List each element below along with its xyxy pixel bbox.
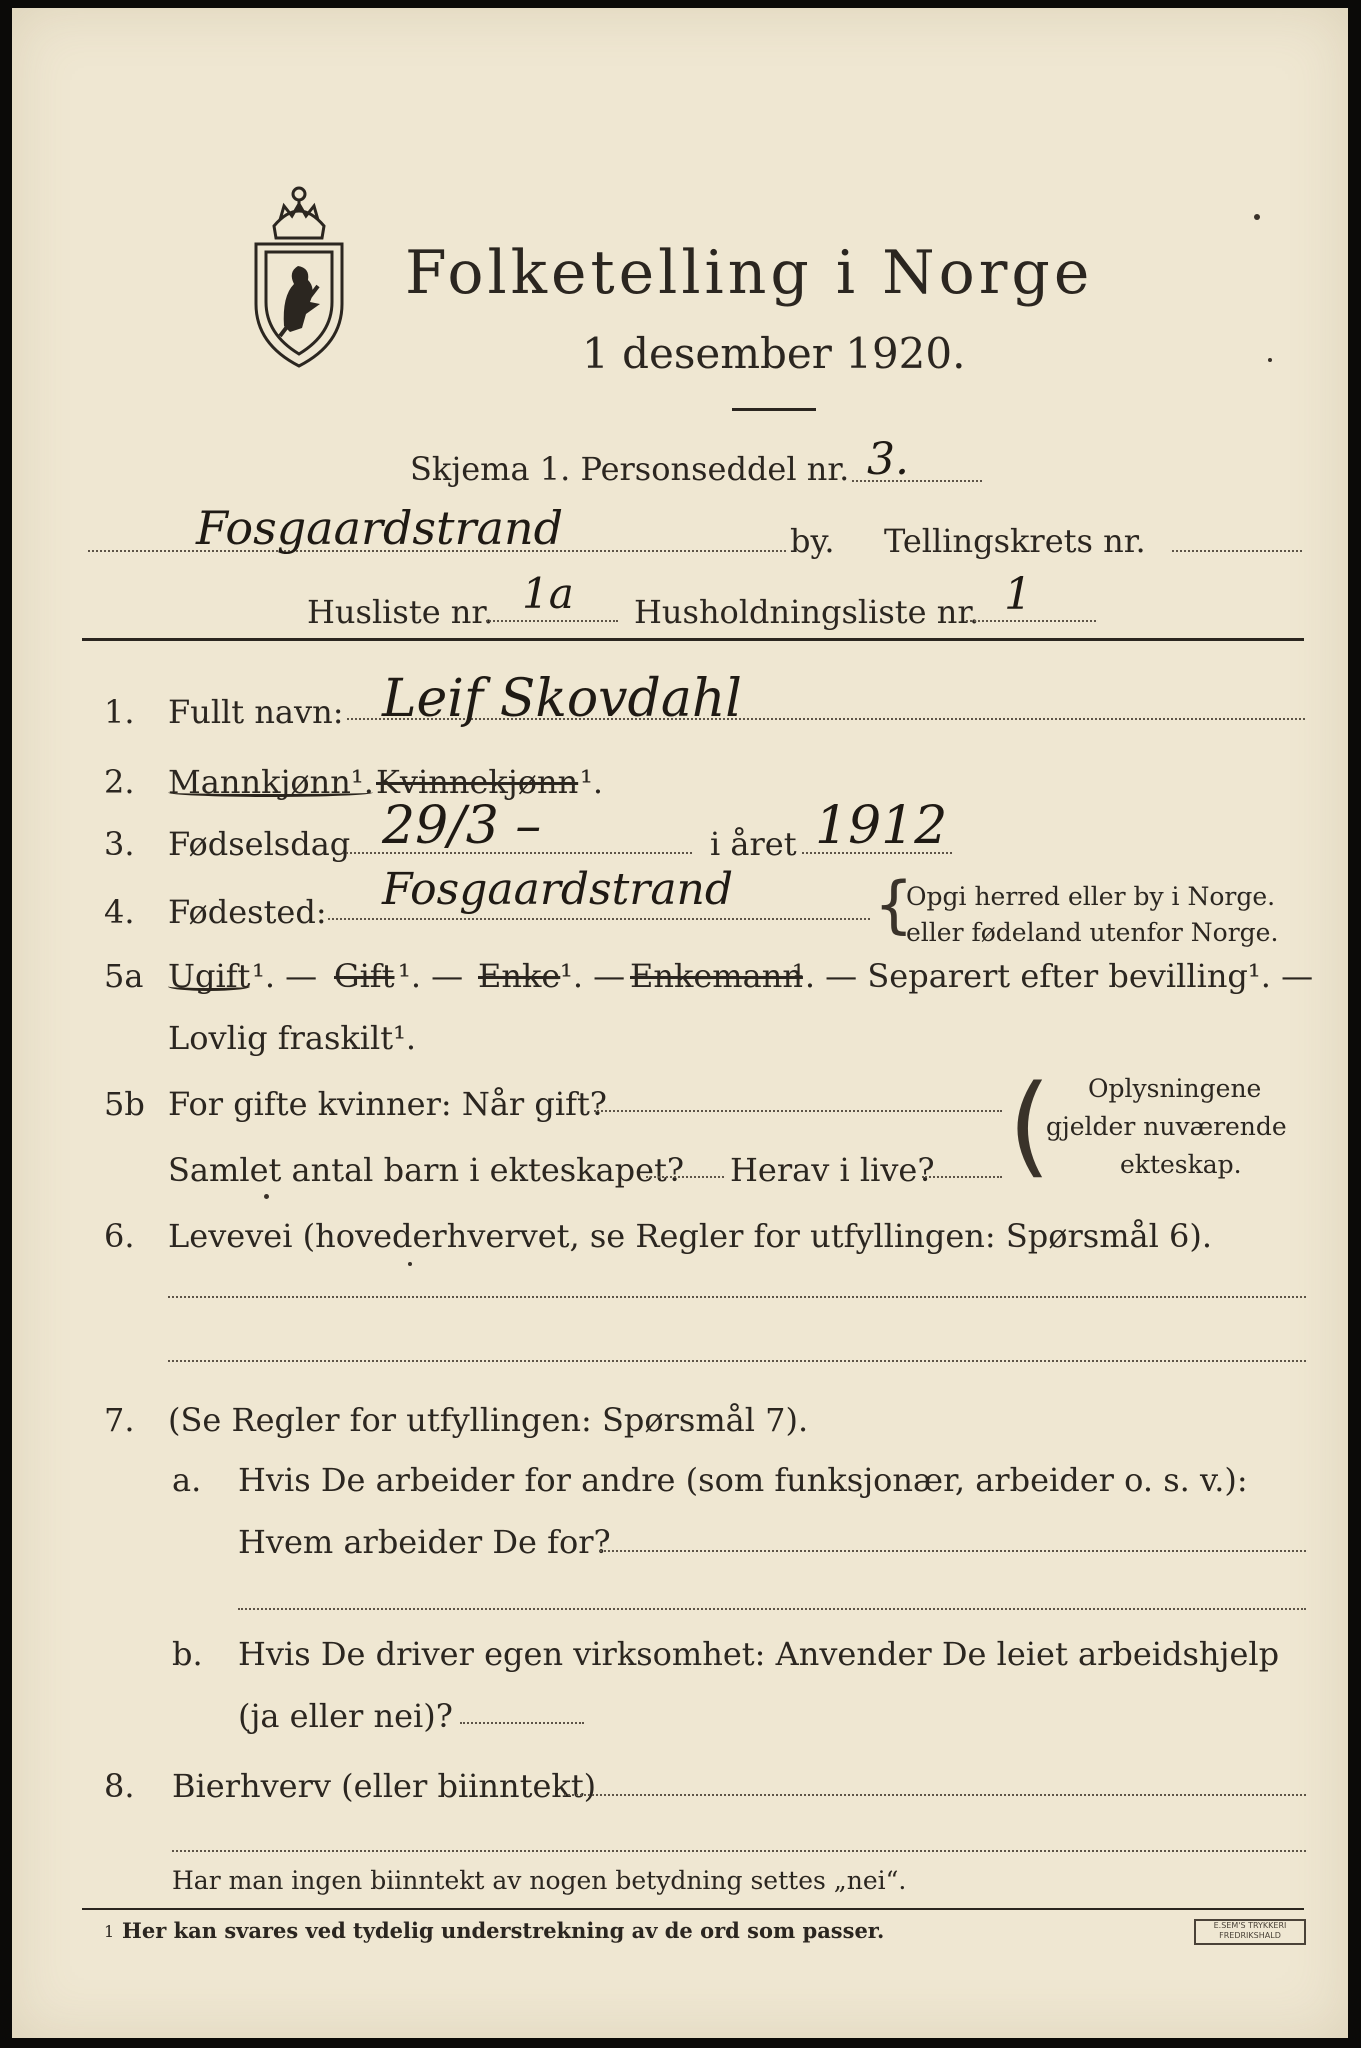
q7b-field[interactable] <box>460 1722 584 1724</box>
husholdning-field[interactable] <box>966 620 1096 622</box>
q2-kvinne: Kvinnekjønn <box>376 763 579 801</box>
q4-field[interactable] <box>328 918 870 920</box>
q5b-line2b: Herav i live? <box>730 1151 935 1189</box>
q8-label: Bierhverv (eller biinntekt) <box>172 1767 597 1805</box>
q5a-sep2: ¹. — <box>398 957 464 995</box>
tellingskrets-label: Tellingskrets nr. <box>884 522 1146 560</box>
q3-label: Fødselsdag <box>168 825 351 863</box>
q7a-field-1[interactable] <box>600 1550 1306 1552</box>
ink-spot <box>1254 214 1260 220</box>
q8-field-2[interactable] <box>172 1850 1306 1852</box>
q2-mann: Mannkjønn¹. <box>168 763 374 801</box>
q7b-letter: b. <box>172 1635 203 1673</box>
q7b-line1: Hvis De driver egen virksomhet: Anvender De leiet arbeidshjelp <box>238 1635 1280 1673</box>
city-value: Fosgaardstrand <box>196 501 564 555</box>
q5a-sep1: ¹. — <box>252 957 318 995</box>
q6-label: Levevei (hovederhvervet, se Regler for utfyllingen: Spørsmål 6). <box>168 1217 1213 1255</box>
form-date: 1 desember 1920. <box>582 329 966 378</box>
q5b-children-field[interactable] <box>646 1176 724 1178</box>
q8-field-1[interactable] <box>564 1794 1306 1796</box>
q4-number: 4. <box>104 893 135 931</box>
q7a-letter: a. <box>172 1461 202 1499</box>
footnote-number: 1 <box>104 1922 115 1941</box>
q7-label: (Se Regler for utfyllingen: Spørsmål 7). <box>168 1401 809 1439</box>
husholdning-value: 1 <box>1004 569 1032 620</box>
q3-year-label: i året <box>710 825 797 863</box>
q5b-number: 5b <box>104 1085 145 1123</box>
q1-number: 1. <box>104 693 135 731</box>
q8-number: 8. <box>104 1767 135 1805</box>
q4-brace: { <box>874 868 914 941</box>
husliste-label: Husliste nr. <box>307 593 494 631</box>
husliste-field[interactable] <box>486 620 618 622</box>
footnote-text: Her kan svares ved tydelig understrekning av de ord som passer. <box>122 1918 885 1943</box>
skjema-label: Skjema 1. Personseddel nr. <box>410 450 850 488</box>
footer-rule <box>82 1908 1304 1910</box>
q5b-married-field[interactable] <box>594 1110 1002 1112</box>
q5b-note3: ekteskap. <box>1120 1150 1242 1179</box>
q5a-ugift: Ugift <box>168 957 251 995</box>
q2-mann-underline <box>168 788 373 797</box>
ink-spot <box>264 1194 269 1199</box>
q5b-line2a: Samlet antal barn i ekteskapet? <box>168 1151 685 1189</box>
q5a-enkemann: Enkemann <box>630 957 803 995</box>
q3-number: 3. <box>104 825 135 863</box>
q6-field-1[interactable] <box>168 1296 1306 1298</box>
q5a-line2: Lovlig fraskilt¹. <box>168 1019 417 1057</box>
coat-of-arms-icon <box>244 176 354 376</box>
q3-year-value: 1912 <box>815 796 948 856</box>
personseddel-value: 3. <box>867 434 909 485</box>
ink-spot <box>1268 358 1272 362</box>
by-label: by. <box>790 522 835 560</box>
q8-note: Har man ingen biinntekt av nogen betydning settes „nei“. <box>172 1866 907 1895</box>
q4-note1: Opgi herred eller by i Norge. <box>906 882 1276 911</box>
q5a-enke: Enke <box>478 957 561 995</box>
q4-label: Fødested: <box>168 893 327 931</box>
ink-spot <box>408 1262 412 1266</box>
title-divider <box>732 408 816 411</box>
q6-field-2[interactable] <box>168 1360 1306 1362</box>
q6-number: 6. <box>104 1217 135 1255</box>
printer-stamp: E.SEM'S TRYKKERI FREDRIKSHALD <box>1194 1919 1306 1945</box>
q7a-field-2[interactable] <box>238 1608 1306 1610</box>
header-rule <box>82 638 1304 641</box>
q7a-line2: Hvem arbeider De for? <box>238 1523 611 1561</box>
q5a-sep3: ¹. — <box>560 957 626 995</box>
q2-end: ¹. <box>580 763 603 801</box>
q5b-line1: For gifte kvinner: Når gift? <box>168 1085 607 1123</box>
q1-label: Fullt navn: <box>168 693 344 731</box>
q7a-line1: Hvis De arbeider for andre (som funksjonær, arbeider o. s. v.): <box>238 1461 1248 1499</box>
husholdning-label: Husholdningsliste nr. <box>634 593 980 631</box>
q5b-note1: Oplysningene <box>1088 1074 1262 1103</box>
husliste-value: 1a <box>522 569 574 618</box>
q4-value: Fosgaardstrand <box>382 864 734 915</box>
q7-number: 7. <box>104 1401 135 1439</box>
q5a-gift: Gift <box>334 957 395 995</box>
census-form-page <box>12 8 1348 2038</box>
tellingskrets-field[interactable] <box>1172 550 1302 552</box>
q3-value: 29/3 – <box>382 796 542 856</box>
q5b-alive-field[interactable] <box>922 1176 1002 1178</box>
form-title: Folketelling i Norge <box>405 238 1094 308</box>
q7b-line2: (ja eller nei)? <box>238 1697 453 1735</box>
q5b-brace: ( <box>1008 1061 1051 1189</box>
q5b-note2: gjelder nuværende <box>1046 1112 1287 1141</box>
q5a-ugift-underline <box>168 982 250 991</box>
q2-number: 2. <box>104 763 135 801</box>
q5a-number: 5a <box>104 957 144 995</box>
q1-value: Leif Skovdahl <box>382 669 742 729</box>
q4-note2: eller fødeland utenfor Norge. <box>906 918 1279 947</box>
q5a-rest: ¹. — Separert efter bevilling¹. — <box>792 957 1314 995</box>
